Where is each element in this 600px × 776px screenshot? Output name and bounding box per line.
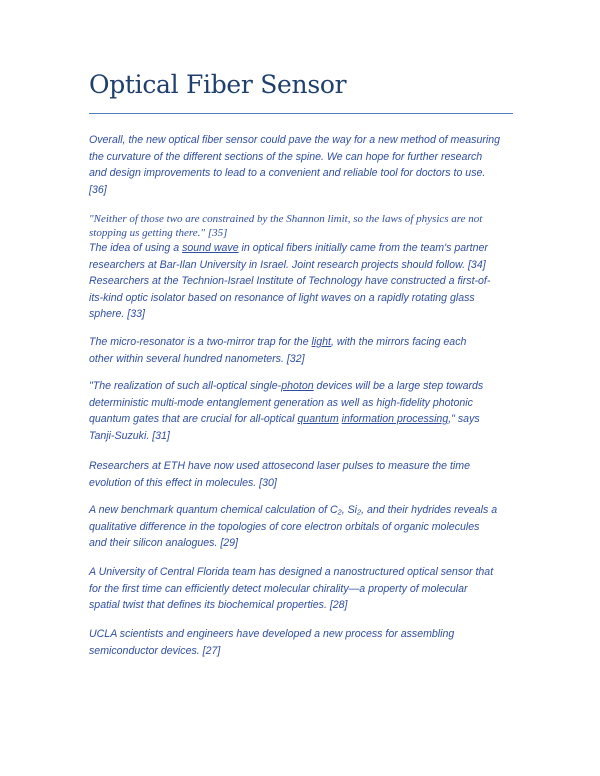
text-line: and their silicon analogues. [29] [89,537,239,549]
text-line: The idea of using a sound wave in optical fibers initially came from the team's partner [89,242,488,254]
link-photon[interactable]: photon [281,380,314,392]
text-line: the curvature of the different sections of the spine. We can hope for further research [89,150,483,163]
text-line: "Neither of those two are constrained by the Shannon limit, so the laws of physics are not [89,213,483,225]
text-line: Researchers at ETH have now used attosecond laser pulses to measure the time [89,460,470,472]
link-information-processing[interactable]: information processing [341,413,449,425]
link-quantum[interactable]: quantum [297,413,339,425]
title-underline [89,113,513,114]
text-line: evolution of this effect in molecules. [30] [89,476,277,489]
paragraph-shannon-quote [89,212,519,240]
text-line: deterministic multi-mode entanglement generation as well as high-fidelity photonic [89,396,473,409]
text-line: stopping us getting there." [35] [89,227,228,239]
text-line: A new benchmark quantum chemical calculation of C₂, Si₂, and their hydrides reveals a [89,504,498,516]
text-line: other within several hundred nanometers. [32] [89,352,305,365]
paragraph-sound-wave [89,240,519,323]
paragraph-ucf-sensor [89,564,519,614]
paragraph-eth-attosecond [89,458,519,491]
text-line: "The realization of such all-optical single-photon devices will be a large step towards [89,380,484,392]
text-line: qualitative difference in the topologies of core electron orbitals of organic molecules [89,520,480,533]
paragraph-overall [89,132,519,198]
text-line: semiconductor devices. [27] [89,644,221,657]
paragraph-ucla-semiconductor [89,626,519,659]
paragraph-single-photon [89,378,519,444]
text-line: researchers at Bar-Ilan University in Israel. Joint research projects should follow. [34] [89,258,486,271]
text-line: A University of Central Florida team has designed a nanostructured optical sensor that [89,566,494,578]
text-line: Overall, the new optical fiber sensor could pave the way for a new method of measuring [89,134,501,146]
text-line: and design improvements to lead to a convenient and reliable tool for doctors to use. [89,167,486,179]
paragraph-quantum-chemical [89,502,519,552]
text-line: Tanji-Suzuki. [31] [89,429,170,442]
link-light[interactable]: light [311,336,331,348]
text-line: spatial twist that defines its biochemical properties. [28] [89,599,348,611]
text-line: UCLA scientists and engineers have developed a new process for assembling [89,628,455,640]
text-line: [36] [89,183,107,196]
text-line: its-kind optic isolator based on resonance of light waves on a rapidly rotating glass [89,291,475,304]
text-line: sphere. [33] [89,308,145,320]
text-line: for the first time can efficiently detect molecular chirality—a property of molecular [89,582,468,595]
text-line: quantum gates that are crucial for all-optical quantum information processing," says [89,413,480,425]
text-line: The micro-resonator is a two-mirror trap for the light, with the mirrors facing each [89,336,467,348]
link-sound-wave[interactable]: sound wave [182,242,239,254]
text-line: Researchers at the Technion-Israel Institute of Technology have constructed a first-of- [89,275,491,287]
paragraph-micro-resonator [89,334,519,367]
page-title: Optical Fiber Sensor [89,70,347,99]
